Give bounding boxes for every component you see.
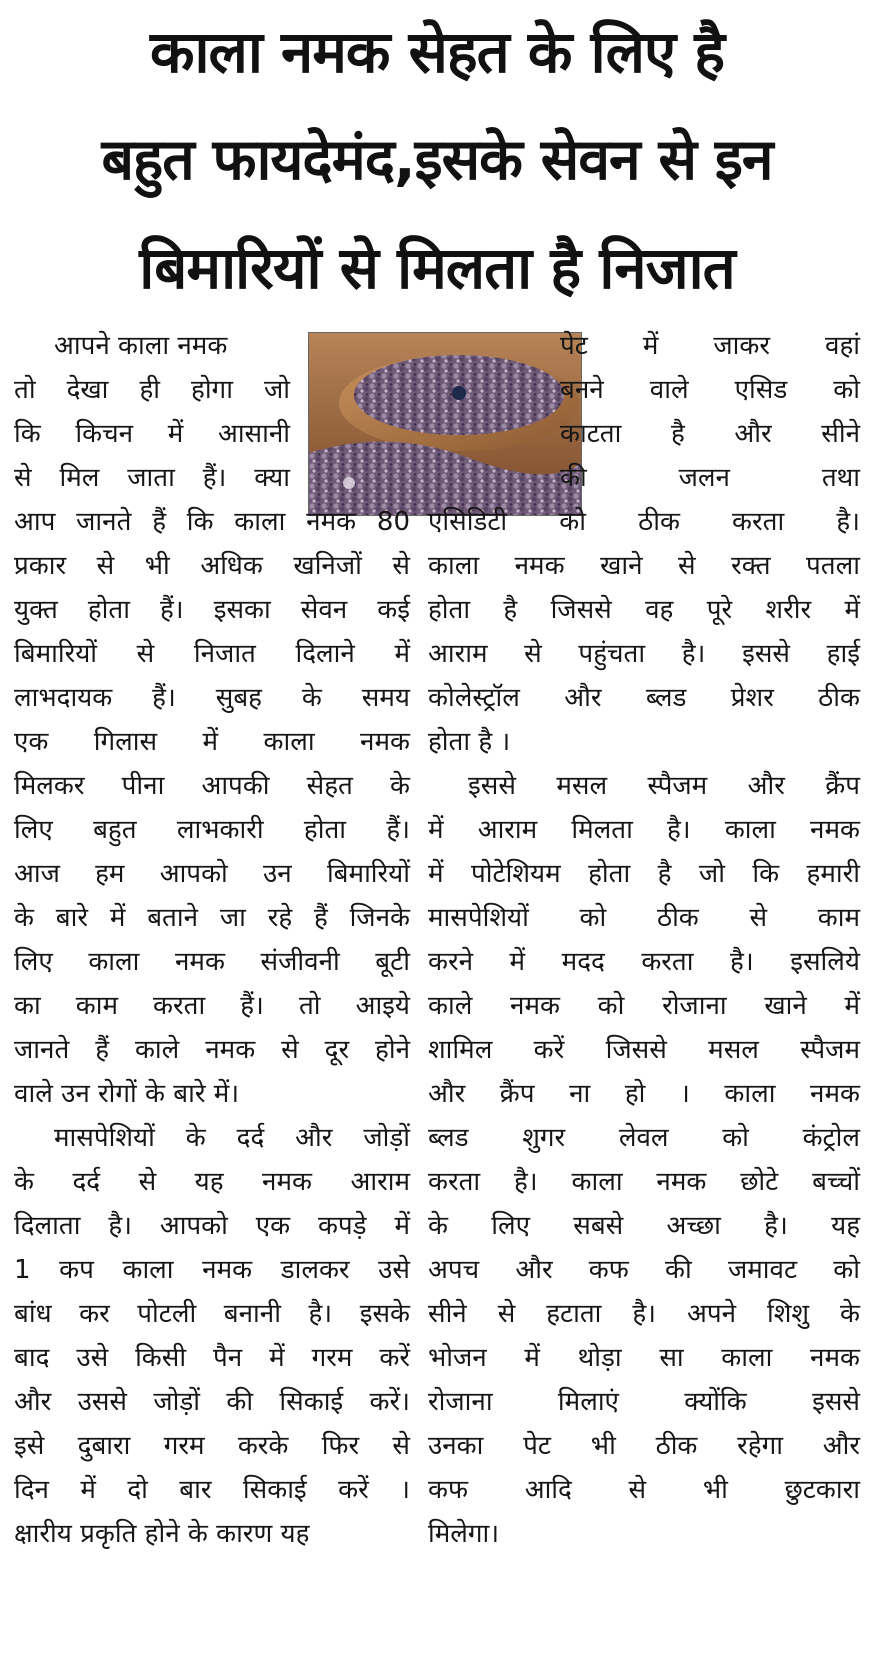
right-column-line: पेट में जाकर वहां [560,331,860,361]
right-column-line: शामिल करें जिससे मसल स्पैजम [428,1035,860,1065]
left-column-line: और उससे जोड़ों की सिकाई करें। [14,1387,410,1417]
right-column-line: की जलन तथा [560,463,860,493]
right-column-line: बनने वाले एसिड को [560,375,860,405]
left-column-line: कि किचन में आसानी [14,419,290,449]
left-column-line: जानते हैं काले नमक से दूर होने [14,1035,410,1065]
right-column-line: होता है जिससे वह पूरे शरीर में [428,595,860,625]
left-column-line: लिए काला नमक संजीवनी बूटी [14,947,410,977]
right-column-line: होता है । [428,727,511,757]
headline-line-3: बिमारियों से मिलता है निजात [139,234,735,302]
left-column-line: के दर्द से यह नमक आराम [14,1167,410,1197]
left-column-line: का काम करता हैं। तो आइये [14,991,410,1021]
left-column-line: आप जानते हैं कि काला नमक 80 [14,507,410,537]
left-column-line: बांध कर पोटली बनानी है। इसके [14,1299,410,1329]
left-column-line: लिए बहुत लाभकारी होता हैं। [14,815,410,845]
left-column-line: क्षारीय प्रकृति होने के कारण यह [14,1519,310,1549]
left-column-line: के बारे में बताने जा रहे हैं जिनके [14,903,410,933]
right-column-line: में पोटेशियम होता है जो कि हमारी [428,859,860,889]
right-column-line: में आराम मिलता है। काला नमक [428,815,860,845]
left-column-line: युक्त होता हैं। इसका सेवन कई [14,595,410,625]
right-column-line: आराम से पहुंचता है। इससे हाई [428,639,860,669]
right-column-line: ब्लड शुगर लेवल को कंट्रोल [428,1123,860,1153]
right-column-line: और क्रैंप ना हो । काला नमक [428,1079,860,1109]
right-column-line: अपच और कफ की जमावट को [428,1255,860,1285]
left-column-line: आपने काला नमक [54,331,228,361]
left-column-line: लाभदायक हैं। सुबह के समय [14,683,410,713]
left-column-line: मिलकर पीना आपकी सेहत के [14,771,410,801]
left-column-line: प्रकार से भी अधिक खनिजों से [14,551,410,581]
right-column-line: के लिए सबसे अच्छा है। यह [428,1211,860,1241]
left-column-line: दिलाता है। आपको एक कपड़े में [14,1211,410,1241]
right-column-line: काटता है और सीने [560,419,860,449]
right-column-line: कफ आदि से भी छुटकारा [428,1475,860,1505]
right-column-line: एसिडिटी को ठीक करता है। [428,507,860,537]
right-column-line: करने में मदद करता है। इसलिये [428,947,860,977]
left-column-line: मासपेशियों के दर्द और जोड़ों [54,1123,410,1153]
rock-salt-photo [308,332,582,516]
right-column-line: इससे मसल स्पैजम और क्रैंप [468,771,860,801]
left-column-line: से मिल जाता हैं। क्या [14,463,290,493]
right-column-line: सीने से हटाता है। अपने शिशु के [428,1299,860,1329]
rock-salt-photo-icon [309,333,581,515]
right-column-line: करता है। काला नमक छोटे बच्चों [428,1167,860,1197]
right-column-line: मासपेशियों को ठीक से काम [428,903,860,933]
left-column-line: वाले उन रोगों के बारे में। [14,1079,240,1109]
left-column-line: इसे दुबारा गरम करके फिर से [14,1431,410,1461]
right-column-line: रोजाना मिलाएं क्योंकि इससे [428,1387,860,1417]
left-column-line: दिन में दो बार सिकाई करें । [14,1475,410,1505]
headline-line-2: बहुत फायदेमंद,इसके सेवन से इन [101,127,773,193]
left-column-line: 1 कप काला नमक डालकर उसे [14,1255,410,1285]
headline-line-1: काला नमक सेहत के लिए है [149,18,725,86]
left-column-line: बिमारियों से निजात दिलाने में [14,639,410,669]
left-column-line: आज हम आपको उन बिमारियों [14,859,410,889]
right-column-line: भोजन में थोड़ा सा काला नमक [428,1343,860,1373]
left-column-line: एक गिलास में काला नमक [14,727,410,757]
right-column-line: कोलेस्ट्रॉल और ब्लड प्रेशर ठीक [428,683,860,713]
right-column-line: काला नमक खाने से रक्त पतला [428,551,860,581]
right-column-line: काले नमक को रोजाना खाने में [428,991,860,1021]
left-column-line: बाद उसे किसी पैन में गरम करें [14,1343,410,1373]
left-column-line: तो देखा ही होगा जो [14,375,290,405]
right-column-line: मिलेगा। [428,1519,500,1549]
right-column-line: उनका पेट भी ठीक रहेगा और [428,1431,860,1461]
